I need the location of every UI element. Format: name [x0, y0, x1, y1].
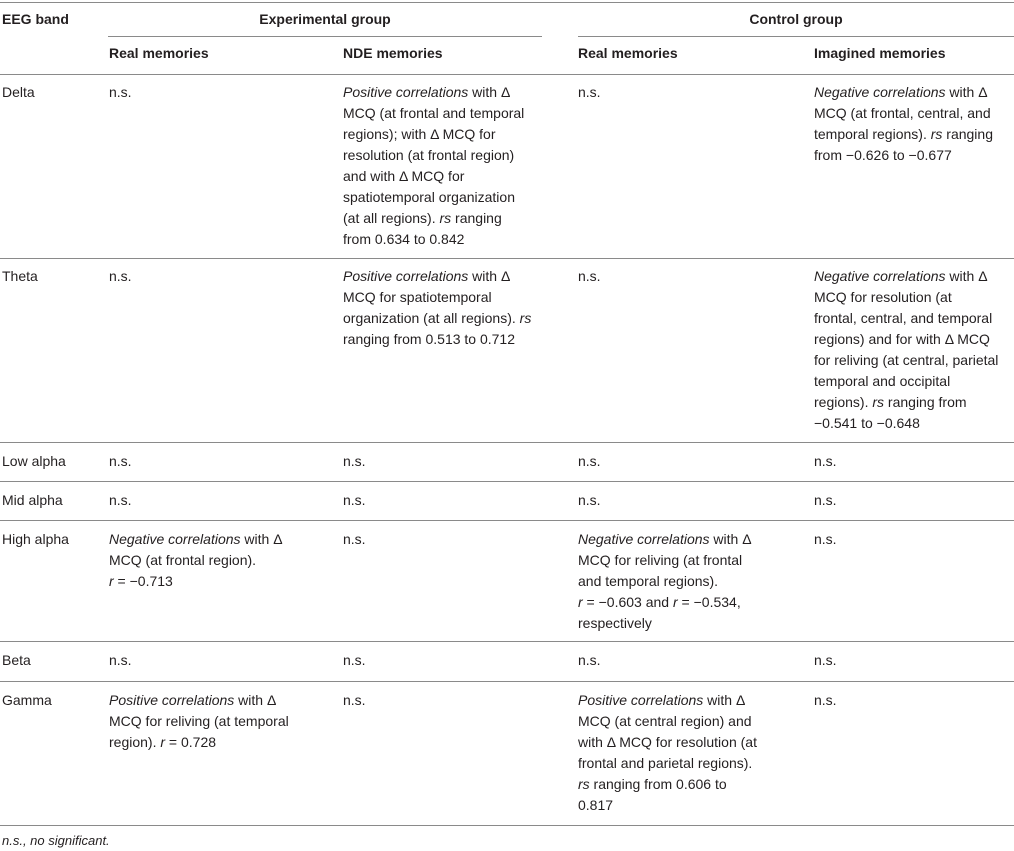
table-cell-exp-nde [343, 690, 366, 711]
row-label-beta: Beta [2, 652, 31, 668]
cell-line: regions) and for with Δ MCQ [814, 331, 990, 347]
row-rule [0, 442, 1014, 443]
experimental-group-rule [108, 36, 542, 37]
cell-line: n.s. [343, 453, 366, 469]
table-cell-exp-nde [343, 529, 366, 550]
table-cell-exp-nde [343, 82, 524, 250]
cell-line: n.s. [578, 492, 601, 508]
cell-line: n.s. [343, 531, 366, 547]
table-cell-exp-real [109, 650, 132, 671]
cell-line: r = −0.603 and r = −0.534, [578, 594, 741, 610]
cell-line: resolution (at frontal region) [343, 147, 515, 163]
row-label-high-alpha: High alpha [2, 531, 69, 547]
table-cell-ctrl-real [578, 650, 601, 671]
table-cell-exp-real [109, 266, 132, 287]
table-cell-exp-real [109, 529, 283, 592]
cell-line: Negative correlations with Δ [109, 531, 283, 547]
table-top-rule [0, 2, 1014, 3]
cell-line: n.s. [578, 652, 601, 668]
cell-line: organization (at all regions). rs [343, 310, 532, 326]
cell-line: n.s. [343, 692, 366, 708]
cell-line: 0.817 [578, 797, 614, 813]
row-label-theta: Theta [2, 268, 38, 284]
row-rule [0, 641, 1014, 642]
table-cell-exp-nde [343, 490, 366, 511]
table-cell-exp-real [109, 690, 289, 753]
cell-line: from 0.634 to 0.842 [343, 231, 465, 247]
cell-line: Positive correlations with Δ [109, 692, 277, 708]
table-cell-ctrl-imagined [814, 529, 837, 550]
table-cell-ctrl-real [578, 82, 601, 103]
cell-line: n.s. [109, 84, 132, 100]
cell-line: n.s. [814, 652, 837, 668]
cell-line: n.s. [109, 453, 132, 469]
cell-line: n.s. [814, 692, 837, 708]
table-cell-exp-nde [343, 266, 531, 350]
cell-line: MCQ (at central region) and [578, 713, 752, 729]
cell-line: Positive correlations with Δ [343, 84, 511, 100]
cell-line: Negative correlations with Δ [578, 531, 752, 547]
cell-line: Negative correlations with Δ [814, 84, 988, 100]
row-rule [0, 681, 1014, 682]
table-bottom-rule [0, 825, 1014, 826]
cell-line: n.s. [109, 652, 132, 668]
header-exp-real-memories: Real memories [109, 45, 209, 61]
cell-line: respectively [578, 615, 652, 631]
cell-line: n.s. [814, 531, 837, 547]
cell-line: n.s. [343, 492, 366, 508]
row-label-gamma: Gamma [2, 692, 52, 708]
control-group-rule [578, 36, 1014, 37]
cell-line: MCQ (at frontal and temporal [343, 105, 525, 121]
table-cell-ctrl-real [578, 529, 752, 634]
cell-line: MCQ for resolution (at [814, 289, 952, 305]
cell-line: n.s. [109, 492, 132, 508]
header-eeg-band: EEG band [2, 11, 69, 27]
cell-line: Negative correlations with Δ [814, 268, 988, 284]
cell-line: for reliving (at central, parietal [814, 352, 999, 368]
table-cell-ctrl-imagined [814, 490, 837, 511]
header-ctrl-real-memories: Real memories [578, 45, 678, 61]
row-rule [0, 258, 1014, 259]
cell-line: frontal and parietal regions). [578, 755, 753, 771]
row-label-low-alpha: Low alpha [2, 453, 66, 469]
cell-line: (at all regions). rs ranging [343, 210, 502, 226]
cell-line: Positive correlations with Δ [343, 268, 511, 284]
cell-line: frontal, central, and temporal [814, 310, 993, 326]
cell-line: r = −0.713 [109, 573, 173, 589]
cell-line: MCQ for reliving (at frontal [578, 552, 743, 568]
table-footnote: n.s., no significant. [2, 833, 110, 848]
cell-line: n.s. [578, 268, 601, 284]
cell-line: MCQ for reliving (at temporal [109, 713, 289, 729]
cell-line: n.s. [578, 453, 601, 469]
cell-line: MCQ for spatiotemporal [343, 289, 492, 305]
cell-line: n.s. [109, 268, 132, 284]
cell-line: and temporal regions). [578, 573, 719, 589]
table-cell-ctrl-real [578, 266, 601, 287]
table-cell-ctrl-real [578, 451, 601, 472]
table-cell-ctrl-imagined [814, 451, 837, 472]
cell-line: region). r = 0.728 [109, 734, 217, 750]
cell-line: with Δ MCQ for resolution (at [578, 734, 757, 750]
table-cell-ctrl-real [578, 690, 757, 816]
cell-line: rs ranging from 0.606 to [578, 776, 727, 792]
row-label-delta: Delta [2, 84, 35, 100]
cell-line: spatiotemporal organization [343, 189, 515, 205]
row-rule [0, 520, 1014, 521]
cell-line: n.s. [814, 492, 837, 508]
cell-line: temporal regions). rs ranging [814, 126, 993, 142]
table-cell-ctrl-imagined [814, 650, 837, 671]
header-control-group: Control group [749, 11, 843, 27]
cell-line: MCQ (at frontal, central, and [814, 105, 991, 121]
header-bottom-rule [0, 74, 1014, 75]
table-cell-exp-real [109, 490, 132, 511]
cell-line: regions); with Δ MCQ for [343, 126, 496, 142]
header-experimental-group: Experimental group [259, 11, 391, 27]
table-cell-exp-nde [343, 650, 366, 671]
cell-line: ranging from 0.513 to 0.712 [343, 331, 516, 347]
cell-line: n.s. [343, 652, 366, 668]
cell-line: temporal and occipital [814, 373, 951, 389]
table-cell-exp-real [109, 82, 132, 103]
table-cell-exp-real [109, 451, 132, 472]
cell-line: MCQ (at frontal region). [109, 552, 257, 568]
header-ctrl-imagined-memories: Imagined memories [814, 45, 946, 61]
cell-line: n.s. [578, 84, 601, 100]
table-cell-ctrl-real [578, 490, 601, 511]
cell-line: −0.541 to −0.648 [814, 415, 920, 431]
row-label-mid-alpha: Mid alpha [2, 492, 63, 508]
cell-line: regions). rs ranging from [814, 394, 967, 410]
cell-line: and with Δ MCQ for [343, 168, 465, 184]
table-cell-ctrl-imagined [814, 266, 998, 434]
cell-line: n.s. [814, 453, 837, 469]
table-cell-ctrl-imagined [814, 690, 837, 711]
row-rule [0, 481, 1014, 482]
table-cell-exp-nde [343, 451, 366, 472]
table-cell-ctrl-imagined [814, 82, 993, 166]
cell-line: Positive correlations with Δ [578, 692, 746, 708]
cell-line: from −0.626 to −0.677 [814, 147, 952, 163]
header-exp-nde-memories: NDE memories [343, 45, 443, 61]
